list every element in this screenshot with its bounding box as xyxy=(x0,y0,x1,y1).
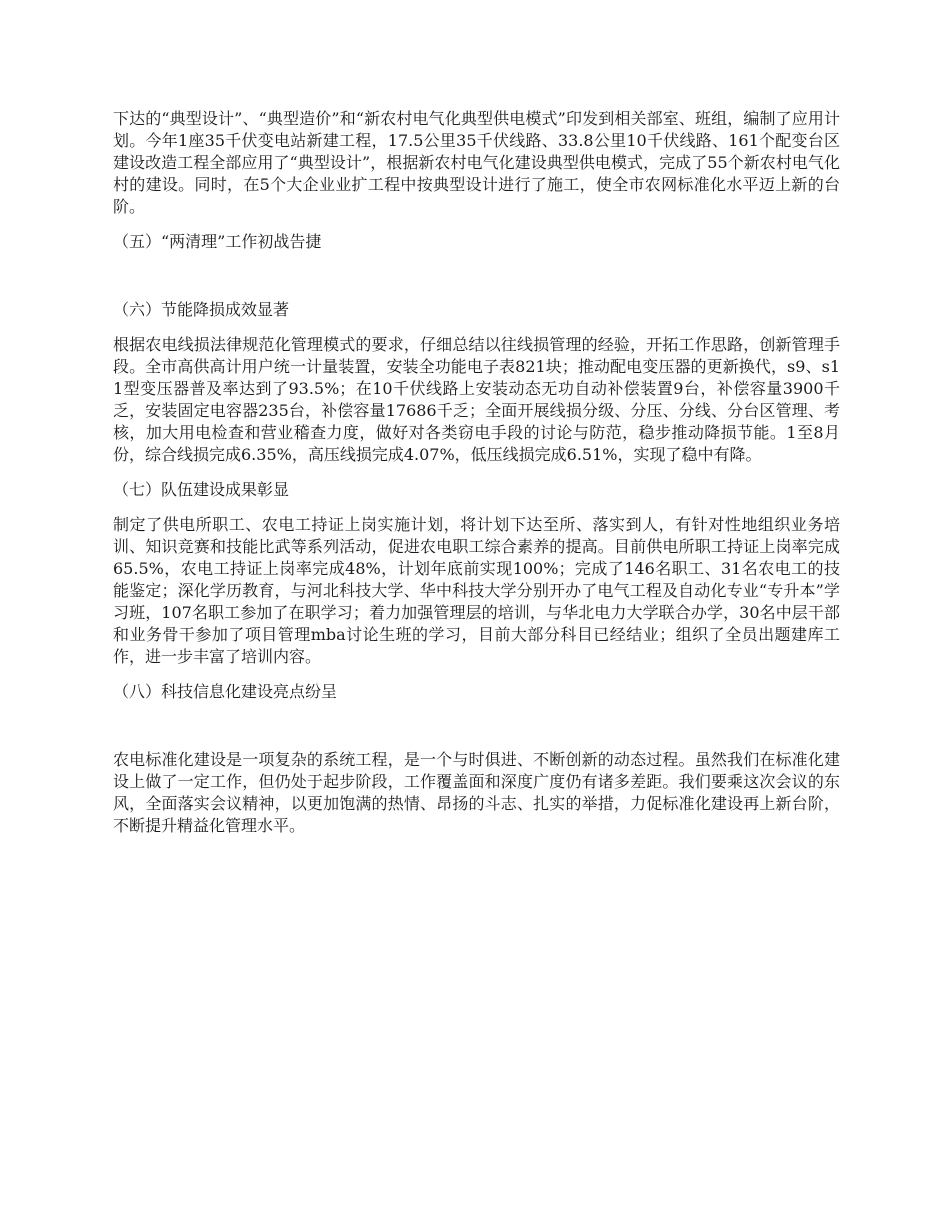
paragraph-typical-design: 下达的“典型设计”、“典型造价”和“新农村电气化典型供电模式”印发到相关部室、班组，编制了应用计划。今年1座35千伏变电站新建工程，17.5公里35千伏线路、33.8公里10千伏线路、161个配变台区建设改造工程全部应用了“典型设计”，根据新农村电气化建设典型供电模式，完成了55个新农村电气化村的建设。同时，在5个大企业业扩工程中按典型设计进行了施工，使全市农网标准化水平迈上新的台阶。 xyxy=(113,109,840,216)
heading-section-5: （五）“两清理”工作初战告捷 xyxy=(113,232,322,251)
paragraph-team-building: 制定了供电所职工、农电工持证上岗实施计划，将计划下达至所、落实到人，有针对性地组织业务培训、知识竞赛和技能比武等系列活动，促进农电职工综合素养的提高。目前供电所职工持证上岗率完成65.5%，农电工持证上岗率完成48%，计划年底前实现100%；完成了146名职工、31名农电工的技能鉴定；深化学历教育，与河北科技大学、华中科技大学分别开办了电气工程及自动化专业“专升本”学习班，107名职工参加了在职学习；着力加强管理层的培训，与华北电力大学联合办学，30名中层干部和业务骨干参加了项目管理mba讨论生班的学习，目前大部分科目已经结业；组织了全员出题建库工作，进一步丰富了培训内容。 xyxy=(113,515,840,666)
spacer xyxy=(113,703,840,749)
spacer xyxy=(113,466,840,479)
heading-section-8: （八）科技信息化建设亮点纷呈 xyxy=(113,682,338,701)
document-page xyxy=(113,108,840,837)
spacer xyxy=(113,218,840,231)
heading-section-6: （六）节能降损成效显著 xyxy=(113,300,290,319)
paragraph-conclusion: 农电标准化建设是一项复杂的系统工程，是一个与时俱进、不断创新的动态过程。虽然我们在标准化建设上做了一定工作，但仍处于起步阶段，工作覆盖面和深度广度仍有诸多差距。我们要乘这次会议的东风，全面落实会议精神，以更加饱满的热情、昂扬的斗志、扎实的举措，力促标准化建设再上新台阶，不断提升精益化管理水平。 xyxy=(113,750,840,835)
heading-section-7: （七）队伍建设成果彰显 xyxy=(113,480,290,499)
spacer xyxy=(113,253,840,299)
spacer xyxy=(113,321,840,334)
paragraph-line-loss: 根据农电线损法律规范化管理模式的要求，仔细总结以往线损管理的经验，开拓工作思路，创新管理手段。全市高供高计用户统一计量装置，安装全功能电子表821块；推动配电变压器的更新换代，s9、s11型变压器普及率达到了93.5%；在10千伏线路上安装动态无功自动补偿装置9台，补偿容量3900千乏，安装固定电容器235台，补偿容量17686千乏；全面开展线损分级、分压、分线、分台区管理、考核，加大用电检查和营业稽查力度，做好对各类窃电手段的讨论与防范，稳步推动降损节能。1至8月份，综合线损完成6.35%，高压线损完成4.07%，低压线损完成6.51%，实现了稳中有降。 xyxy=(113,335,840,464)
spacer xyxy=(113,668,840,681)
spacer xyxy=(113,501,840,514)
